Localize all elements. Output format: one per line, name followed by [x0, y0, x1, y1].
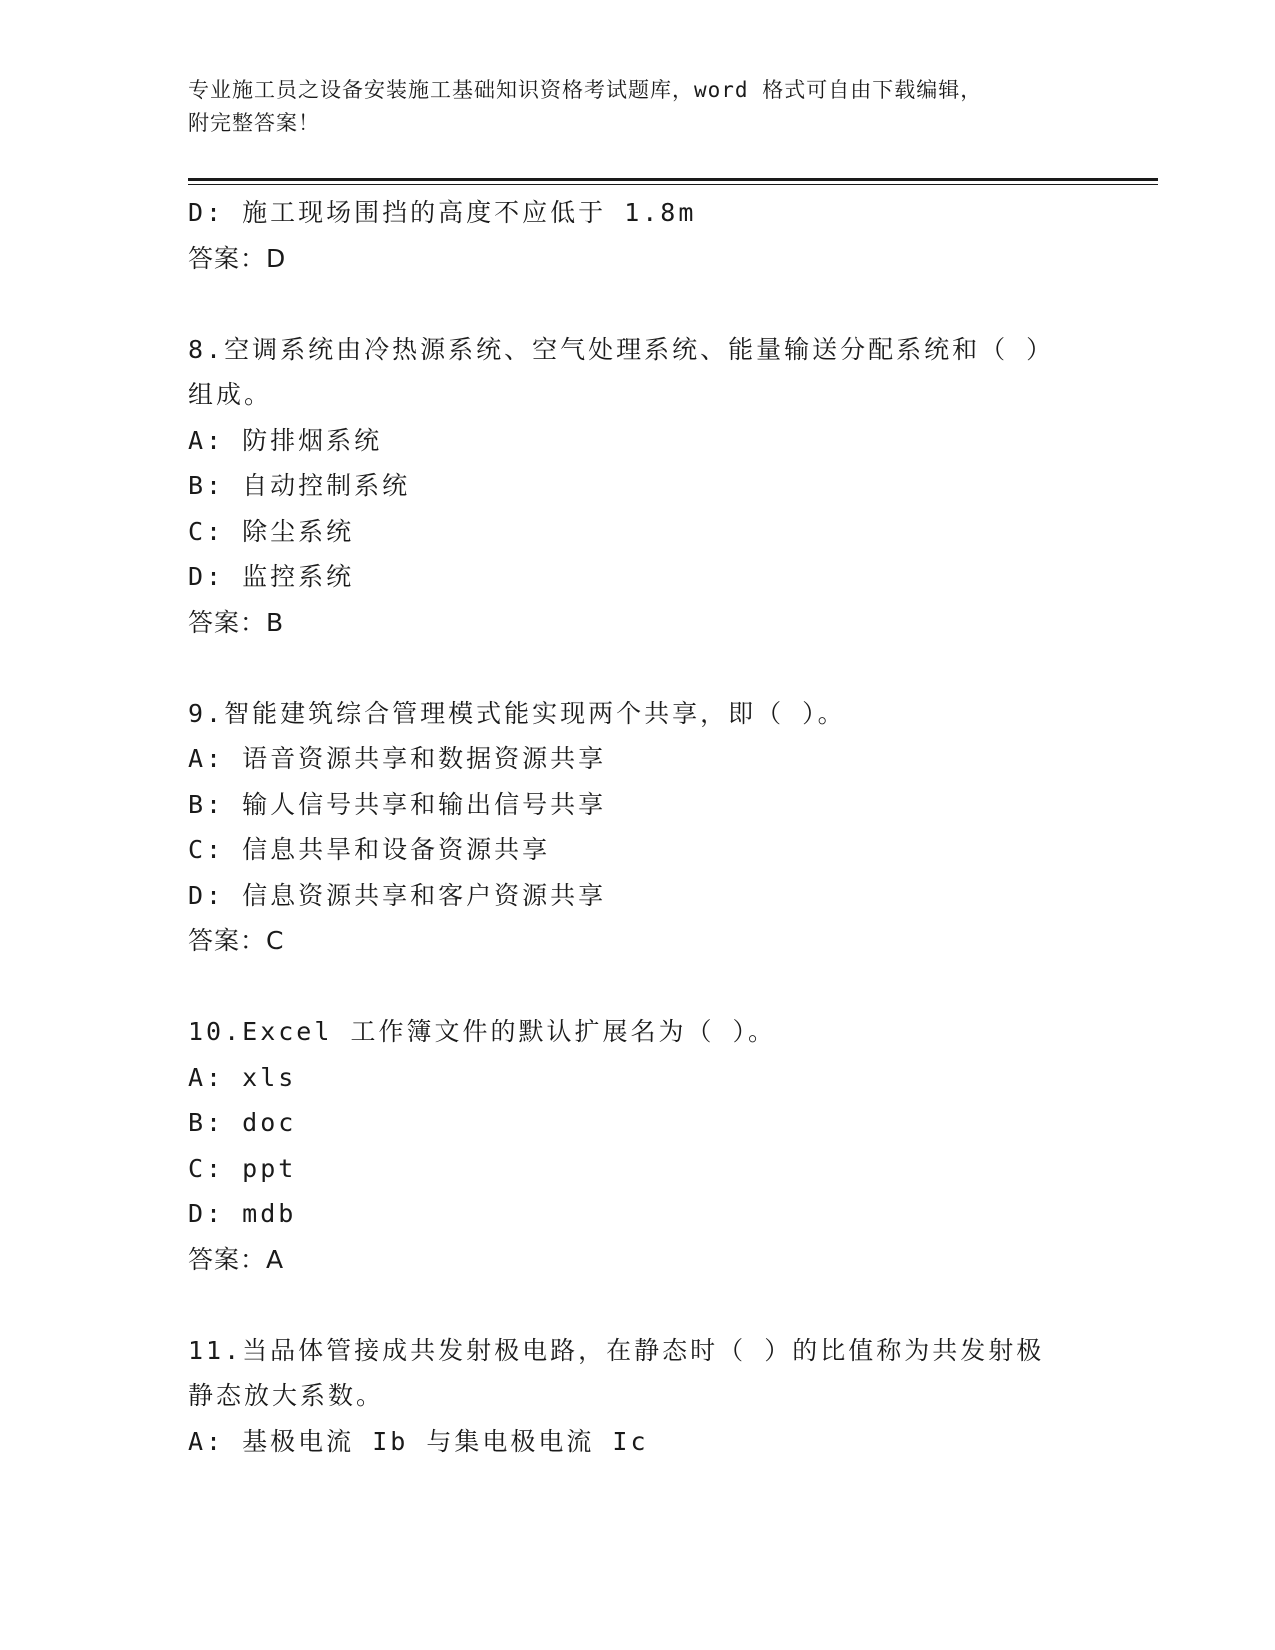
option-a: A: xls: [188, 1062, 297, 1092]
header-line-2: 附完整答案！: [188, 111, 320, 135]
document-header: [188, 74, 1068, 140]
option-b: B: 输人信号共享和输出信号共享: [188, 789, 607, 819]
option-d: D: mdb: [188, 1199, 297, 1228]
option-c: C: ppt: [188, 1153, 297, 1183]
option-c: C: 信息共旱和设备资源共享: [188, 835, 551, 864]
question-content: [188, 190, 1088, 1464]
option-a: A: 基极电流 Ib 与集电极电流 Ic: [188, 1426, 649, 1456]
question-11: [188, 1328, 1088, 1465]
option-a: A: 防排烟系统: [188, 425, 383, 455]
option-b: B: doc: [188, 1108, 297, 1137]
question-8: [188, 327, 1088, 646]
option-a: A: 语音资源共享和数据资源共享: [188, 744, 607, 773]
option-d: D: 信息资源共享和客户资源共享: [188, 880, 607, 910]
option-c: C: 除尘系统: [188, 516, 355, 546]
spacer: [188, 281, 1088, 327]
option-d: D: 监控系统: [188, 562, 355, 591]
question-text: 8.空调系统由冷热源系统、空气处理系统、能量输送分配系统和（ ）: [188, 334, 1055, 364]
answer-line: 答案：B: [188, 607, 285, 637]
question-text: 11.当品体管接成共发射极电路，在静态时（ ）的比值称为共发射极: [188, 1335, 1045, 1365]
option-d: D: 施工现场围挡的高度不应低于 1.8m: [188, 198, 697, 227]
header-rule-thin: [188, 184, 1158, 185]
question-9: [188, 691, 1088, 964]
question-text-continued: 组成。: [188, 380, 273, 409]
spacer: [188, 964, 1088, 1010]
header-line-1: 专业施工员之设备安装施工基础知识资格考试题库，word 格式可自由下载编辑，: [188, 78, 983, 102]
option-b: B: 自动控制系统: [188, 471, 411, 500]
spacer: [188, 1282, 1088, 1328]
answer-line: 答案：A: [188, 1244, 285, 1274]
spacer: [188, 645, 1088, 691]
answer-line: 答案：D: [188, 243, 287, 273]
question-text-continued: 静态放大系数。: [188, 1381, 385, 1410]
question-text: 9.智能建筑综合管理模式能实现两个共享，即（ ）。: [188, 698, 846, 728]
header-rule-thick: [188, 178, 1158, 181]
question-10: [188, 1009, 1088, 1282]
answer-line: 答案：C: [188, 926, 285, 955]
question-text: 10.Excel 工作簿文件的默认扩展名为（ ）。: [188, 1017, 777, 1046]
